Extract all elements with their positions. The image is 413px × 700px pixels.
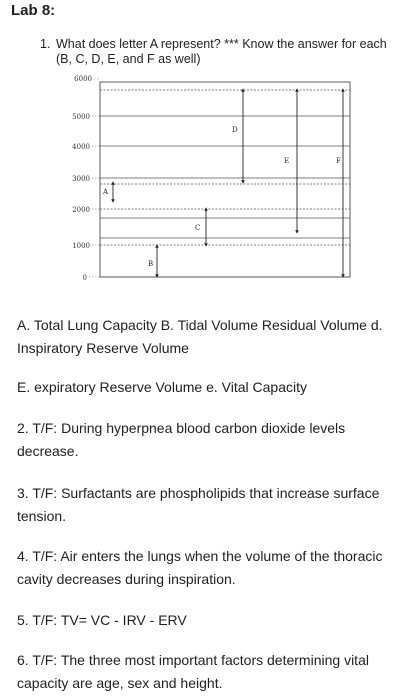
label-f: F (336, 157, 341, 165)
y-tick-6000: 6000 (74, 75, 92, 83)
label-a: A (103, 188, 109, 196)
answer-line-2: E. expiratory Reserve Volume e. Vital Capacity (17, 379, 307, 395)
question-4: 4. T/F: Air enters the lungs when the volume of the thoracic cavity decreases during inspiration. (17, 548, 383, 587)
question-1 (40, 37, 400, 67)
y-tick-5000: 5000 (72, 113, 90, 121)
question-1-text: What does letter A represent? *** Know the answer for each (B, C, D, E, and F as well) (56, 37, 387, 66)
label-c: C (195, 224, 201, 232)
question-5: 5. T/F: TV= VC - IRV - ERV (17, 612, 187, 628)
question-2: 2. T/F: During hyperpnea blood carbon dioxide levels decrease. (17, 420, 346, 459)
y-tick-0: 0 (82, 274, 87, 282)
label-b: B (148, 260, 154, 268)
y-tick-4000: 4000 (72, 143, 90, 151)
y-tick-3000: 3000 (72, 175, 90, 183)
label-e: E (284, 157, 290, 165)
y-tick-2000: 2000 (72, 206, 90, 214)
lung-volume-diagram (60, 70, 360, 285)
question-6: 6. T/F: The three most important factors determining vital capacity are age, sex and height. (17, 652, 369, 691)
answer-line-1: A. Total Lung Capacity B. Tidal Volume Residual Volume d. Inspiratory Reserve Volume (17, 317, 383, 356)
question-3: 3. T/F: Surfactants are phospholipids that increase surface tension. (17, 485, 380, 524)
page-title: Lab 8: (11, 2, 56, 19)
y-tick-1000: 1000 (72, 242, 90, 250)
question-1-number: 1. (40, 37, 51, 51)
label-d: D (232, 126, 238, 134)
